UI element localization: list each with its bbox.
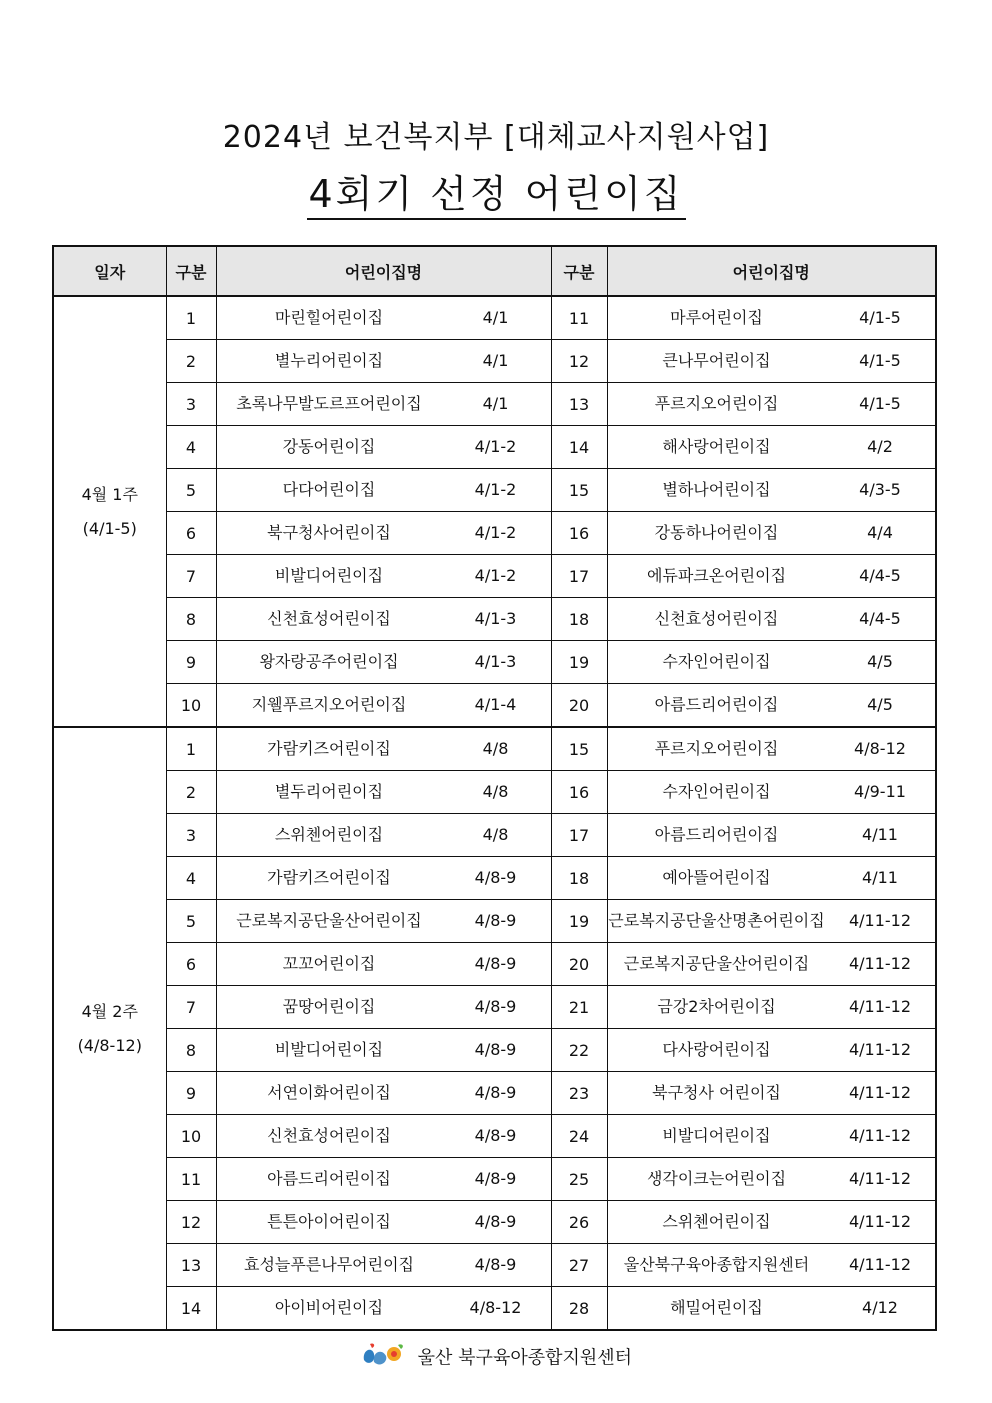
table-row [53,684,936,728]
daycare-name: 가람키즈어린이집 [267,868,391,887]
table-row [53,900,936,943]
row-number: 6 [166,512,216,555]
table-row [53,814,936,857]
daycare-date: 4/5 [867,695,893,714]
daycare-cell [216,900,551,943]
daycare-name: 가람키즈어린이집 [267,739,391,758]
daycare-cell-2 [607,340,936,383]
daycare-name: 근로복지공단울산명촌어린이집 [608,911,825,930]
row-number: 8 [166,1029,216,1072]
row-number-2: 20 [551,943,607,986]
header-date: 일자 [53,246,166,296]
row-number-2: 24 [551,1115,607,1158]
daycare-date: 4/1-5 [859,394,901,413]
row-number: 12 [166,1201,216,1244]
row-number: 7 [166,555,216,598]
header-no: 구분 [166,246,216,296]
header-no-2: 구분 [551,246,607,296]
daycare-date: 4/11-12 [848,1169,912,1188]
week-label: 4월 2주 [81,1001,138,1021]
daycare-name: 별두리어린이집 [274,782,384,801]
daycare-name: 신천효성어린이집 [267,609,391,628]
table-row [53,383,936,426]
row-number: 9 [166,641,216,684]
daycare-cell [216,1244,551,1287]
row-number: 10 [166,684,216,728]
daycare-name: 강동하나어린이집 [654,523,779,542]
daycare-cell-2 [607,1201,936,1244]
daycare-date: 4/8-9 [474,1083,517,1102]
daycare-date: 4/1-5 [859,308,901,327]
row-number: 13 [166,1244,216,1287]
daycare-name: 비발디어린이집 [662,1126,771,1145]
row-number-2: 14 [551,426,607,469]
daycare-name: 비발디어린이집 [274,566,384,585]
row-number-2: 22 [551,1029,607,1072]
row-number-2: 26 [551,1201,607,1244]
daycare-date: 4/5 [867,652,893,671]
daycare-date: 4/4 [867,523,893,542]
daycare-name: 별누리어린이집 [274,351,384,370]
row-number: 7 [166,986,216,1029]
daycare-date: 4/8-9 [474,1255,517,1274]
row-number-2: 23 [551,1072,607,1115]
row-number-2: 20 [551,684,607,728]
daycare-name: 서연이화어린이집 [267,1083,391,1102]
daycare-cell [216,1072,551,1115]
row-number-2: 19 [551,900,607,943]
row-number-2: 18 [551,598,607,641]
row-number-2: 27 [551,1244,607,1287]
row-number: 14 [166,1287,216,1331]
daycare-cell [216,857,551,900]
daycare-date: 4/2 [867,437,893,456]
row-number-2: 18 [551,857,607,900]
daycare-date: 4/11-12 [848,1255,912,1274]
daycare-cell-2 [607,555,936,598]
row-number: 3 [166,383,216,426]
daycare-name: 해사랑어린이집 [662,437,771,456]
daycare-date: 4/9-11 [854,782,906,801]
daycare-date: 4/11-12 [848,1212,912,1231]
daycare-date: 4/1-2 [474,523,517,542]
daycare-cell-2 [607,1158,936,1201]
table-row [53,1072,936,1115]
daycare-name: 생각이크는어린이집 [646,1169,787,1188]
daycare-cell [216,469,551,512]
table-row [53,1287,936,1331]
row-number: 5 [166,469,216,512]
daycare-cell [216,426,551,469]
daycare-cell [216,943,551,986]
table-header-row [53,246,936,296]
table-row [53,555,936,598]
row-number-2: 16 [551,771,607,814]
daycare-date: 4/1-3 [474,652,517,671]
daycare-name: 신천효성어린이집 [267,1126,391,1145]
table-row [53,857,936,900]
row-number: 4 [166,857,216,900]
daycare-date: 4/11-12 [848,911,912,930]
daycare-name: 다다어린이집 [282,480,376,499]
row-number-2: 15 [551,727,607,771]
daycare-cell [216,555,551,598]
daycare-cell-2 [607,1287,936,1331]
week-range: (4/8-12) [77,1035,142,1055]
daycare-name: 꿈땅어린이집 [282,997,376,1016]
daycare-cell [216,1201,551,1244]
daycare-cell [216,340,551,383]
row-number: 9 [166,1072,216,1115]
table-row [53,943,936,986]
table-row [53,771,936,814]
week-range: (4/1-5) [82,518,137,538]
header-name-2: 어린이집명 [607,246,936,296]
header-name: 어린이집명 [216,246,551,296]
row-number-2: 17 [551,555,607,598]
daycare-date: 4/8-9 [474,1126,517,1145]
daycare-date: 4/1 [482,308,509,327]
table-row [53,340,936,383]
row-number-2: 28 [551,1287,607,1331]
daycare-date: 4/1-3 [474,609,517,628]
table-row [53,1244,936,1287]
daycare-date: 4/1-2 [474,437,517,456]
daycare-date: 4/1 [482,351,509,370]
daycare-cell [216,684,551,728]
daycare-cell-2 [607,1029,936,1072]
daycare-name: 푸르지오어린이집 [654,394,779,413]
daycare-date: 4/4-5 [859,609,901,628]
row-number: 5 [166,900,216,943]
daycare-name: 스위첸어린이집 [662,1212,771,1231]
daycare-cell [216,771,551,814]
daycare-cell-2 [607,512,936,555]
daycare-name: 금강2차어린이집 [657,997,776,1016]
document-subtitle [0,172,992,220]
table-row [53,512,936,555]
row-number-2: 12 [551,340,607,383]
daycare-cell-2 [607,771,936,814]
table-row [53,426,936,469]
daycare-date: 4/8-12 [469,1298,522,1317]
row-number-2: 25 [551,1158,607,1201]
row-number: 3 [166,814,216,857]
daycare-cell-2 [607,1072,936,1115]
daycare-name: 근로복지공단울산어린이집 [623,954,810,973]
daycare-date: 4/11-12 [848,1126,912,1145]
daycare-name: 신천효성어린이집 [654,609,779,628]
daycare-name: 비발디어린이집 [274,1040,384,1059]
daycare-name: 아이비어린이집 [274,1298,384,1317]
daycare-cell-2 [607,1115,936,1158]
daycare-date: 4/1-4 [474,695,517,714]
daycare-name: 근로복지공단울산어린이집 [236,911,422,930]
table-body [53,296,936,1330]
daycare-name: 예아뜰어린이집 [662,868,771,887]
daycare-date: 4/11-12 [848,1083,912,1102]
daycare-cell-2 [607,598,936,641]
daycare-date: 4/3-5 [859,480,901,499]
daycare-name: 큰나무어린이집 [662,351,771,370]
table-row [53,986,936,1029]
daycare-name: 효성늘푸른나무어린이집 [243,1255,415,1274]
daycare-date: 4/8 [482,782,509,801]
daycare-date: 4/8-9 [474,1212,517,1231]
daycare-name: 에듀파크온어린이집 [646,566,787,585]
footer [0,1340,992,1373]
daycare-date: 4/11 [862,825,898,844]
daycare-cell [216,1158,551,1201]
daycare-cell-2 [607,1244,936,1287]
daycare-name: 꼬꼬어린이집 [282,954,376,973]
daycare-date: 4/8-9 [474,911,517,930]
daycare-name: 강동어린이집 [282,437,376,456]
daycare-cell [216,814,551,857]
daycare-name: 마루어린이집 [670,308,763,327]
daycare-cell-2 [607,383,936,426]
daycare-date: 4/8-9 [474,1040,517,1059]
daycare-cell [216,986,551,1029]
daycare-date: 4/4-5 [859,566,901,585]
daycare-cell [216,296,551,340]
daycare-name: 해밀어린이집 [670,1298,763,1317]
table-row [53,1201,936,1244]
row-number-2: 13 [551,383,607,426]
daycare-cell-2 [607,900,936,943]
center-logo-icon [360,1340,406,1373]
row-number: 10 [166,1115,216,1158]
daycare-cell-2 [607,426,936,469]
daycare-name: 아름드리어린이집 [654,825,779,844]
schedule-table [52,245,937,1331]
daycare-date: 4/11-12 [848,997,912,1016]
daycare-name: 다사랑어린이집 [662,1040,771,1059]
document-title: 2024년 보건복지부 [대체교사지원사업] [222,120,770,155]
daycare-cell-2 [607,296,936,340]
daycare-cell [216,1115,551,1158]
daycare-cell-2 [607,814,936,857]
daycare-date: 4/1-2 [474,480,517,499]
row-number-2: 19 [551,641,607,684]
table-row [53,1115,936,1158]
daycare-cell-2 [607,684,936,728]
week-cell [53,296,166,727]
week-label: 4월 1주 [81,484,138,504]
daycare-date: 4/1-2 [474,566,517,585]
row-number: 2 [166,340,216,383]
daycare-name: 마린힐어린이집 [274,308,384,327]
daycare-cell-2 [607,943,936,986]
daycare-name: 수자인어린이집 [662,652,771,671]
daycare-date: 4/11-12 [848,954,912,973]
daycare-cell-2 [607,727,936,771]
daycare-name: 별하나어린이집 [662,480,771,499]
subtitle-text: 4회기 선정 어린이집 [307,172,686,220]
row-number: 4 [166,426,216,469]
daycare-cell [216,1029,551,1072]
daycare-cell [216,641,551,684]
daycare-date: 4/8-9 [474,868,517,887]
row-number: 1 [166,296,216,340]
daycare-date: 4/1 [482,394,509,413]
daycare-date: 4/8 [482,825,509,844]
table-row [53,598,936,641]
daycare-cell [216,1287,551,1331]
row-number: 2 [166,771,216,814]
row-number-2: 21 [551,986,607,1029]
daycare-date: 4/8 [482,739,509,758]
daycare-name: 지웰푸르지오어린이집 [251,695,407,714]
daycare-date: 4/8-9 [474,954,517,973]
daycare-name: 초록나무발도르프어린이집 [236,394,422,413]
row-number-2: 15 [551,469,607,512]
daycare-cell-2 [607,641,936,684]
table-row [53,1158,936,1201]
daycare-name: 수자인어린이집 [662,782,771,801]
daycare-name: 튼튼아이어린이집 [267,1212,391,1231]
daycare-name: 울산북구육아종합지원센터 [623,1255,810,1274]
daycare-cell-2 [607,857,936,900]
daycare-name: 스위첸어린이집 [274,825,384,844]
daycare-cell [216,383,551,426]
daycare-date: 4/11-12 [848,1040,912,1059]
daycare-date: 4/8-12 [854,739,906,758]
table-row [53,469,936,512]
daycare-cell [216,512,551,555]
daycare-date: 4/8-9 [474,1169,517,1188]
daycare-date: 4/1-5 [859,351,901,370]
table-row [53,1029,936,1072]
row-number-2: 11 [551,296,607,340]
daycare-cell-2 [607,986,936,1029]
table-row [53,727,936,771]
daycare-name: 푸르지오어린이집 [654,739,779,758]
week-cell [53,727,166,1330]
table-row [53,641,936,684]
row-number: 8 [166,598,216,641]
daycare-name: 아름드리어린이집 [654,695,779,714]
daycare-cell-2 [607,469,936,512]
row-number-2: 16 [551,512,607,555]
daycare-name: 북구청사어린이집 [267,523,391,542]
daycare-name: 아름드리어린이집 [267,1169,391,1188]
row-number: 1 [166,727,216,771]
daycare-cell [216,727,551,771]
daycare-date: 4/8-9 [474,997,517,1016]
row-number: 11 [166,1158,216,1201]
row-number-2: 17 [551,814,607,857]
daycare-name: 왕자랑공주어린이집 [259,652,399,671]
footer-org-name: 울산 북구육아종합지원센터 [417,1347,633,1369]
daycare-cell [216,598,551,641]
daycare-date: 4/12 [862,1298,898,1317]
daycare-name: 북구청사 어린이집 [652,1083,781,1102]
table-row [53,296,936,340]
row-number: 6 [166,943,216,986]
daycare-date: 4/11 [862,868,898,887]
